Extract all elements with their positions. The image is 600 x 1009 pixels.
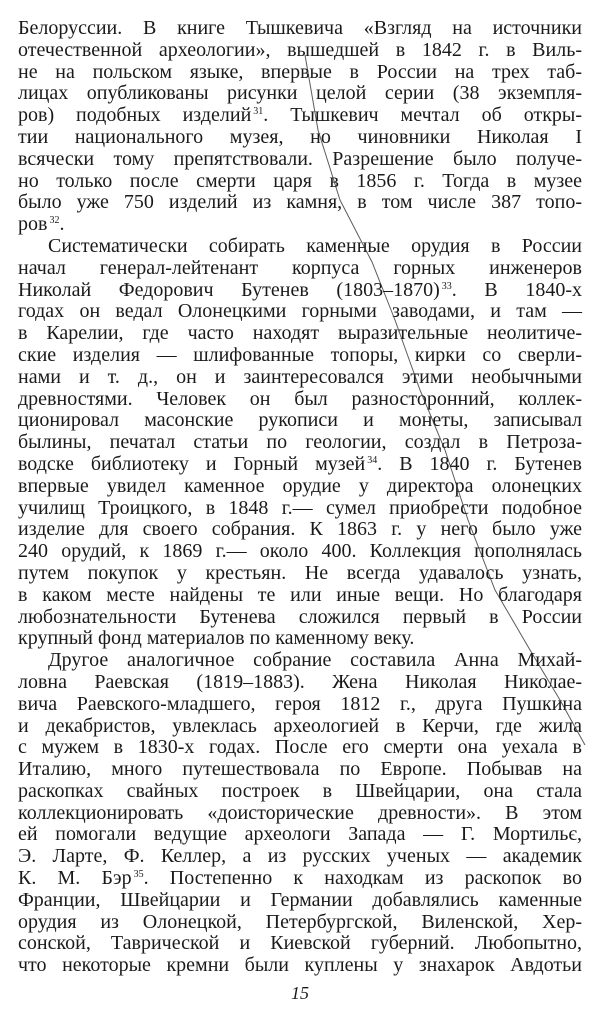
line-text: но только после смерти царя в 1856 г. Тогда в музее — [18, 169, 582, 192]
line-text: ловна Раевская (1819–1883). Жена Николая Николае- — [18, 670, 582, 693]
line-text: . Постепенно к находкам из раскопок во — [143, 867, 582, 890]
text-line — [18, 345, 582, 367]
text-line — [18, 781, 582, 803]
text-line — [18, 585, 582, 607]
text-line — [18, 846, 582, 868]
text-line — [18, 367, 582, 389]
text-line — [18, 476, 582, 498]
line-text: вича Раевского-младшего, героя 1812 г., друга Пушкина — [18, 692, 582, 715]
line-text: путем покупок у крестьян. Не всегда удавалось узнать, — [18, 561, 582, 584]
text-line — [18, 171, 582, 193]
line-text: ей помогали ведущие археологи Запада — Г. Мортильє, — [18, 823, 582, 846]
line-text: . В 1840-х — [451, 278, 583, 301]
line-text: былины, печатал статьи по геологии, создал в Петроза- — [18, 431, 582, 454]
text-line — [18, 214, 582, 236]
line-text: 240 орудий, к 1869 г.— около 400. Коллекция пополнялась — [18, 540, 582, 563]
footnote-marker: 35 — [133, 869, 144, 881]
line-text: крупный фонд материалов по каменному веку. — [18, 627, 415, 650]
text-line — [18, 280, 582, 302]
text-line — [18, 258, 582, 280]
line-text: ционировал масонские рукописи и монеты, записывал — [18, 409, 582, 432]
line-text: ров) подобных изделий — [18, 104, 252, 127]
footnote-marker: 34 — [367, 454, 378, 466]
footnote-marker: 32 — [49, 215, 60, 227]
text-line — [18, 519, 582, 541]
text-line — [18, 672, 582, 694]
line-text: что некоторые кремни были куплены у знахарок Авдотьи — [18, 954, 582, 977]
line-text: К. М. Бэр — [18, 867, 132, 890]
text-line — [18, 18, 582, 40]
line-text: изделие для своего собрания. К 1863 г. у него было уже — [18, 518, 582, 541]
text-line — [18, 933, 582, 955]
text-line — [18, 759, 582, 781]
text-line — [18, 737, 582, 759]
line-text: сонской, Таврической и Киевской губерний. Любопытно, — [18, 932, 582, 955]
line-text: ров — [18, 213, 48, 236]
line-text: Николай Федорович Бутенев (1803–1870) — [18, 278, 440, 301]
line-text: Э. Ларте, Ф. Келлер, а из русских ученых — академик — [18, 845, 582, 868]
text-line — [18, 192, 582, 214]
text-line — [18, 498, 582, 520]
line-text: . — [59, 213, 65, 236]
text-line — [18, 301, 582, 323]
line-text: раскопках свайных построек в Швейцарии, она стала — [18, 779, 582, 802]
text-line — [18, 716, 582, 738]
text-line — [18, 890, 582, 912]
line-text: начал генерал-лейтенант корпуса горных инженеров — [18, 256, 582, 279]
page-text — [18, 18, 582, 977]
line-text: лицах опубликованы рисунки целой серии (38 экземпля- — [18, 82, 582, 105]
line-text: . Тышкевич мечтал об откры- — [263, 104, 583, 127]
text-line — [18, 955, 582, 977]
text-line — [18, 323, 582, 345]
line-text: в Карелии, где часто находят выразительные неолитиче- — [18, 322, 582, 345]
text-line — [18, 563, 582, 585]
text-line — [18, 650, 582, 672]
line-text: . В 1840 г. Бутенев — [377, 452, 582, 475]
text-line — [18, 389, 582, 411]
text-line — [18, 83, 582, 105]
line-text: ские изделия — шлифованные топоры, кирки со сверли- — [18, 343, 582, 366]
line-text: училищ Троицкого, в 1848 г.— сумел приобрести подобное — [18, 496, 582, 519]
text-line — [18, 105, 582, 127]
line-text: Другое аналогичное собрание составила Анна Михай- — [48, 649, 582, 672]
text-line — [18, 40, 582, 62]
line-text: годах он ведал Олонецкими горными заводами, и там — — [18, 300, 582, 323]
line-text: Италию, много путешествовала по Европе. Побывав на — [18, 758, 582, 781]
line-text: и декабристов, увлеклась археологией в Керчи, где жила — [18, 714, 582, 737]
footnote-marker: 31 — [253, 106, 264, 118]
text-line — [18, 127, 582, 149]
line-text: Белоруссии. В книге Тышкевича «Взгляд на источники — [18, 17, 582, 39]
line-text: было уже 750 изделий из камня, в том числе 387 топо- — [18, 191, 582, 214]
line-text: древностями. Человек он был разносторонний, коллек- — [18, 387, 582, 410]
text-line — [18, 824, 582, 846]
line-text: с мужем в 1830-х годах. После его смерти она уехала в — [18, 736, 582, 759]
line-text: в каком месте найдены те или иные вещи. Но благодаря — [18, 583, 582, 606]
text-line — [18, 432, 582, 454]
line-text: Систематически собирать каменные орудия в России — [48, 234, 582, 257]
text-line — [18, 607, 582, 629]
page-number: 15 — [291, 983, 309, 1003]
line-text: водске библиотеку и Горный музей — [18, 452, 366, 475]
line-text: всячески тому препятствовали. Разрешение было получе- — [18, 147, 582, 170]
line-text: нами и т. д., он и заинтересовался этими необычными — [18, 365, 582, 388]
text-line — [18, 803, 582, 825]
text-line — [18, 628, 582, 650]
text-line — [18, 149, 582, 171]
line-text: не на польском языке, впервые в России на трех таб- — [18, 60, 582, 83]
line-text: коллекционировать «доисторические древности». В этом — [18, 801, 582, 824]
text-line — [18, 868, 582, 890]
line-text: Франции, Швейцарии и Германии добавлялись каменные — [18, 888, 582, 911]
line-text: любознательности Бутенева сложился первый в России — [18, 605, 582, 628]
line-text: тии национального музея, но чиновники Николая I — [18, 125, 582, 148]
text-line — [18, 236, 582, 258]
line-text: впервые увидел каменное орудие у директора олонецких — [18, 474, 582, 497]
text-line — [18, 912, 582, 934]
text-line — [18, 62, 582, 84]
text-line — [18, 541, 582, 563]
footnote-marker: 33 — [441, 280, 452, 292]
text-line — [18, 410, 582, 432]
line-text: отечественной археологии», вышедшей в 1842 г. в Виль- — [18, 38, 582, 61]
text-line — [18, 454, 582, 476]
text-line — [18, 694, 582, 716]
line-text: орудия из Олонецкой, Петербургской, Виленской, Хер- — [18, 910, 582, 933]
